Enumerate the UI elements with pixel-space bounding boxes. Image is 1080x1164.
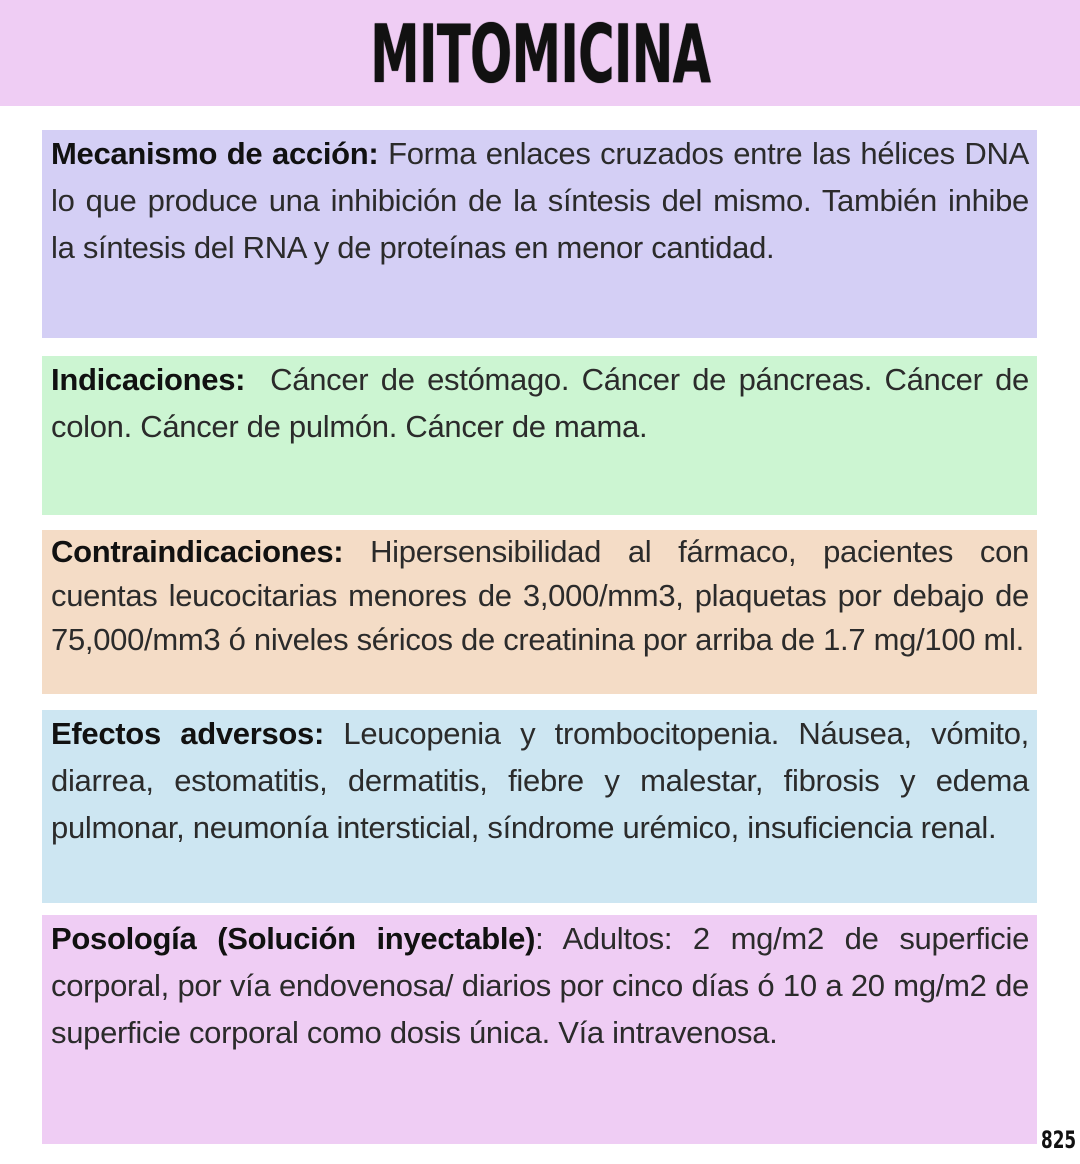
section-label: Mecanismo de acción: [51, 136, 379, 171]
section-posologia [42, 915, 1037, 1144]
section-indicaciones [42, 356, 1037, 515]
section-label: Contraindicaciones: [51, 534, 344, 569]
section-text: Hipersensibilidad al fármaco, pacientes con cuentas leucocitarias menores de 3,000/mm3, plaquetas por debajo de 75,000/mm3 ó niveles séricos de creatinina por arriba de 1.7 mg/100 ml. [51, 534, 1029, 657]
section-efectos-adversos [42, 710, 1037, 903]
section-label: Indicaciones: [51, 362, 246, 397]
section-label: Posología (Solución inyectable) [51, 921, 536, 956]
section-text: Forma enlaces cruzados entre las hélices DNA lo que produce una inhibición de la síntesis del mismo. También inhibe la síntesis del RNA y de proteínas en menor cantidad. [51, 136, 1029, 265]
section-contraindicaciones [42, 530, 1037, 694]
section-mecanismo-de-accion [42, 130, 1037, 338]
section-text: Cáncer de estómago. Cáncer de páncreas. Cáncer de colon. Cáncer de pulmón. Cáncer de mama. [51, 362, 1038, 444]
section-label: Efectos adversos: [51, 716, 325, 751]
section-text: Leucopenia y trombocitopenia. Náusea, vómito, diarrea, estomatitis, dermatitis, fiebre y malestar, fibrosis y edema pulmonar, neumonía intersticial, síndrome urémico, insuficiencia renal. [51, 716, 1029, 845]
title-banner [0, 0, 1080, 106]
page-title: MITOMICINA [369, 8, 711, 101]
page-number: 825 [1040, 1126, 1076, 1154]
section-text: : Adultos: 2 mg/m2 de superficie corporal, por vía endovenosa/ diarios por cinco días ó 10 a 20 mg/m2 de superficie corporal como dosis única. Vía intravenosa. [51, 921, 1030, 1050]
